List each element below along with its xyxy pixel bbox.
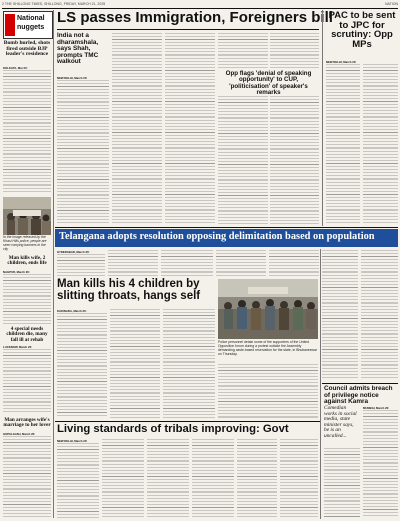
brief1-headline: Bomb hurled, shots fired outside BJP leader's residence	[3, 40, 51, 58]
crowd-photo	[218, 279, 318, 339]
telangana-col4	[216, 250, 266, 276]
brief3-dateline: LUCKNOW, March 20:	[3, 345, 33, 349]
council-rule	[322, 383, 398, 384]
telangana-headline: Telangana adopts resolution opposing delimitation based on population	[59, 231, 375, 242]
murder-col2	[110, 309, 160, 418]
masthead-left: 2 THE SHILLONG TIMES, SHILLONG, FRIDAY, MARCH 21, 2025	[2, 2, 106, 6]
bottom-story-rule	[55, 421, 320, 422]
bottom-col4	[192, 439, 234, 518]
left-photo-caption: In the image released by the Khasi Hills police, people are seen carrying banners in the city	[3, 235, 47, 251]
telangana-col1	[57, 254, 105, 276]
left-column-rule	[53, 10, 54, 518]
bottom-col2	[102, 439, 144, 518]
brief3-headline: 4 special needs children die, many fall ill at rehab	[6, 326, 48, 343]
section-tab-red-block	[5, 14, 15, 36]
side-dateline: NEW DELHI, March 20:	[326, 60, 357, 64]
masthead-section: NATION	[385, 2, 398, 6]
telangana-col3	[161, 250, 213, 276]
lead-col3	[165, 33, 215, 224]
murder-col3	[163, 309, 215, 418]
section-tab-line1: National	[17, 15, 45, 22]
council-pullquote: Comedian works in social media, state minister says, he is an uncalled...	[324, 405, 357, 439]
bottom-col1	[57, 443, 99, 518]
side-col2	[363, 64, 398, 224]
lead-bottom-rule	[55, 227, 398, 228]
council-headline: Council admits breach of privilege notice against Kamra	[324, 385, 393, 406]
brief1-dateline: KOLKATA, Mar 20:	[3, 66, 28, 70]
telangana-banner	[55, 229, 398, 247]
telangana-dateline: HYDERABAD, March 20:	[57, 250, 90, 254]
lead-col1	[57, 80, 109, 224]
brief2-body	[3, 274, 51, 324]
lead-col5-bottom	[270, 96, 319, 224]
telangana-col7	[361, 250, 398, 380]
lead-col4-bottom	[218, 96, 268, 224]
lead-col5-top	[270, 33, 319, 68]
section-tab	[3, 11, 53, 39]
telangana-col5	[269, 250, 319, 276]
bottom-col3	[147, 439, 189, 518]
lead-right-rule	[322, 10, 323, 226]
telangana-col6	[322, 250, 358, 380]
masthead	[2, 1, 398, 7]
lead-col4-top	[218, 33, 268, 68]
brief4-headline: Man arranges wife's marriage to her lover	[3, 417, 51, 429]
brief4-dateline: GOPALGANJ, March 20:	[3, 432, 36, 436]
lead-headline-rule	[57, 29, 319, 30]
telangana-col2	[108, 250, 158, 276]
lead-subhead: Opp flags 'denial of speaking opportunity' to CUP, 'politicisation' of speaker's remarks	[225, 70, 312, 96]
lead-kicker: India not a dharamshala, says Shah, prompts TMC walkout	[57, 32, 99, 66]
lead-headline: LS passes Immigration, Foreigners bill	[57, 9, 333, 26]
news-photo	[218, 279, 318, 339]
council-col2	[363, 410, 398, 518]
brief2-dateline: NAGPUR, March 20:	[3, 270, 30, 274]
council-col1	[324, 448, 360, 518]
left-photo	[3, 197, 51, 235]
side-col1	[326, 64, 360, 224]
bottom-headline: Living standards of tribals improving: Govt	[57, 423, 289, 435]
murder-headline: Man kills his 4 children by slitting throats, hangs self	[57, 278, 201, 302]
bottom-col6	[280, 439, 318, 518]
right-lower-rule	[320, 249, 321, 519]
lead-col2	[112, 33, 162, 224]
brief1-body	[3, 70, 51, 194]
bottom-dateline: NEW DELHI, March 20:	[57, 439, 88, 443]
council-dateline: MUMBAI, March 20:	[363, 406, 390, 410]
brief3-body	[3, 349, 51, 414]
section-tab-line2: nuggets	[17, 24, 45, 31]
murder-col1	[57, 313, 107, 418]
protest-photo	[3, 197, 51, 235]
brief2-headline: Man kills wife, 2 children, ends life	[7, 255, 47, 267]
bottom-col5	[237, 439, 277, 518]
brief4-body	[3, 436, 51, 518]
lead-dateline: NEW DELHI, March 20:	[57, 76, 88, 80]
photo-side-body	[218, 364, 318, 418]
murder-dateline: KAKINADA, March 20:	[57, 309, 87, 313]
news-photo-caption: Police personnel detain some of the supporters of the United Opposition forum during a protest outside the Assembly demanding caste-based reservation for the state, in Bhubaneswar on Thursday.	[218, 340, 317, 356]
side-headline: PAC to be sent to JPC for scrutiny: Opp MPs	[328, 10, 396, 51]
